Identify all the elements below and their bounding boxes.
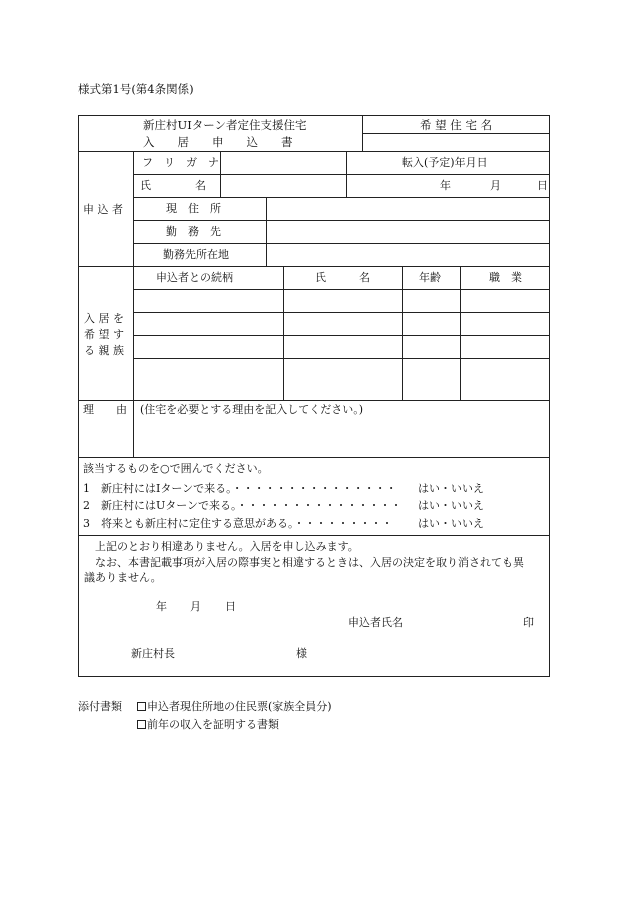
checklist-item-3-options[interactable]: はい・いいえ [418,517,484,530]
declaration-date-year: 年 [156,600,167,613]
relatives-row-1[interactable] [134,290,549,311]
workplace-address-label: 勤務先所在地 [163,248,229,261]
workplace-address-field[interactable] [267,244,549,265]
form-title: 新庄村UIターン者定住支援住宅 [143,118,307,132]
moving-date-label: 転入(予定)年月日 [402,156,488,169]
declaration-line-2: なお、本書記載事項が入居の際事実と相違するときは、入居の決定を取り消されても異 [95,556,524,569]
declaration-date-day: 日 [225,600,236,613]
name-label: 氏 名 [140,179,206,192]
name-field[interactable] [221,175,345,196]
relatives-header-relation: 申込者との続柄 [156,271,233,284]
desired-house-label: 希 望 住 宅 名 [420,118,493,132]
relatives-row-4[interactable] [134,359,549,399]
relatives-section-label: 入 居 を 希 望 す る 親 族 [84,312,124,357]
address-label: 現 住 所 [166,202,221,215]
reason-field[interactable] [134,418,549,456]
applicant-section-label: 申 込 者 [83,203,123,216]
reason-hint: (住宅を必要とする理由を記入してください。) [140,403,364,416]
checklist-item-2-text: 新庄村にはUターンで来る。・・・・・・・・・・・・・・・ [101,499,402,512]
desired-house-field[interactable] [363,134,549,150]
checklist-item-2-options[interactable]: はい・いいえ [418,499,484,512]
moving-date-day: 日 [537,179,548,192]
declaration-date-field[interactable] [140,596,240,616]
form-number: 様式第1号(第4条関係) [78,82,194,96]
workplace-label: 勤 務 先 [166,225,221,238]
furigana-field[interactable] [221,152,345,173]
seal-mark: 印 [523,616,534,629]
furigana-label: フ リ ガ ナ [142,156,219,169]
workplace-field[interactable] [267,221,549,242]
moving-date-year: 年 [440,179,451,192]
addressee: 新庄村長 [131,647,175,660]
moving-date-month: 月 [490,179,501,192]
relatives-header-age: 年齢 [419,271,441,284]
addressee-honorific: 様 [296,647,307,660]
applicant-name-field[interactable] [410,612,515,632]
checklist-item-1-text: 新庄村にはIターンで来る。・・・・・・・・・・・・・・・ [101,482,397,495]
checkbox-icon[interactable] [137,702,146,711]
relatives-header-name: 氏 名 [315,271,370,284]
applicant-name-label: 申込者氏名 [348,616,403,629]
attachment-item-1-text: 申込者現住所地の住民票(家族全員分) [147,700,332,713]
address-field[interactable] [267,198,549,219]
declaration-line-3: 議ありません。 [84,571,162,584]
relatives-row-3[interactable] [134,336,549,357]
attachment-item-2[interactable] [137,719,279,730]
checklist-item-3-text: 将来とも新庄村に定住する意思がある。・・・・・・・・・ [101,517,393,530]
checklist-item-1-num: 1 [83,482,90,495]
attachments-label: 添付書類 [78,700,122,713]
attachment-item-1[interactable] [137,701,332,712]
checkbox-icon[interactable] [137,720,146,729]
relatives-row-2[interactable] [134,313,549,334]
declaration-date-month: 月 [190,600,201,613]
checklist-item-3-num: 3 [83,517,90,530]
attachment-item-2-text: 前年の収入を証明する書類 [147,718,279,731]
reason-label: 理 由 [83,403,127,416]
checklist-item-2-num: 2 [83,499,90,512]
checklist-instruction: 該当するものを○で囲んでください。 [83,462,269,475]
relatives-header-occupation: 職 業 [489,271,522,284]
declaration-line-1: 上記のとおり相違ありません。入居を申し込みます。 [95,540,359,553]
checklist-item-1-options[interactable]: はい・いいえ [418,482,484,495]
form-subtitle: 入 居 申 込 書 [143,135,293,149]
